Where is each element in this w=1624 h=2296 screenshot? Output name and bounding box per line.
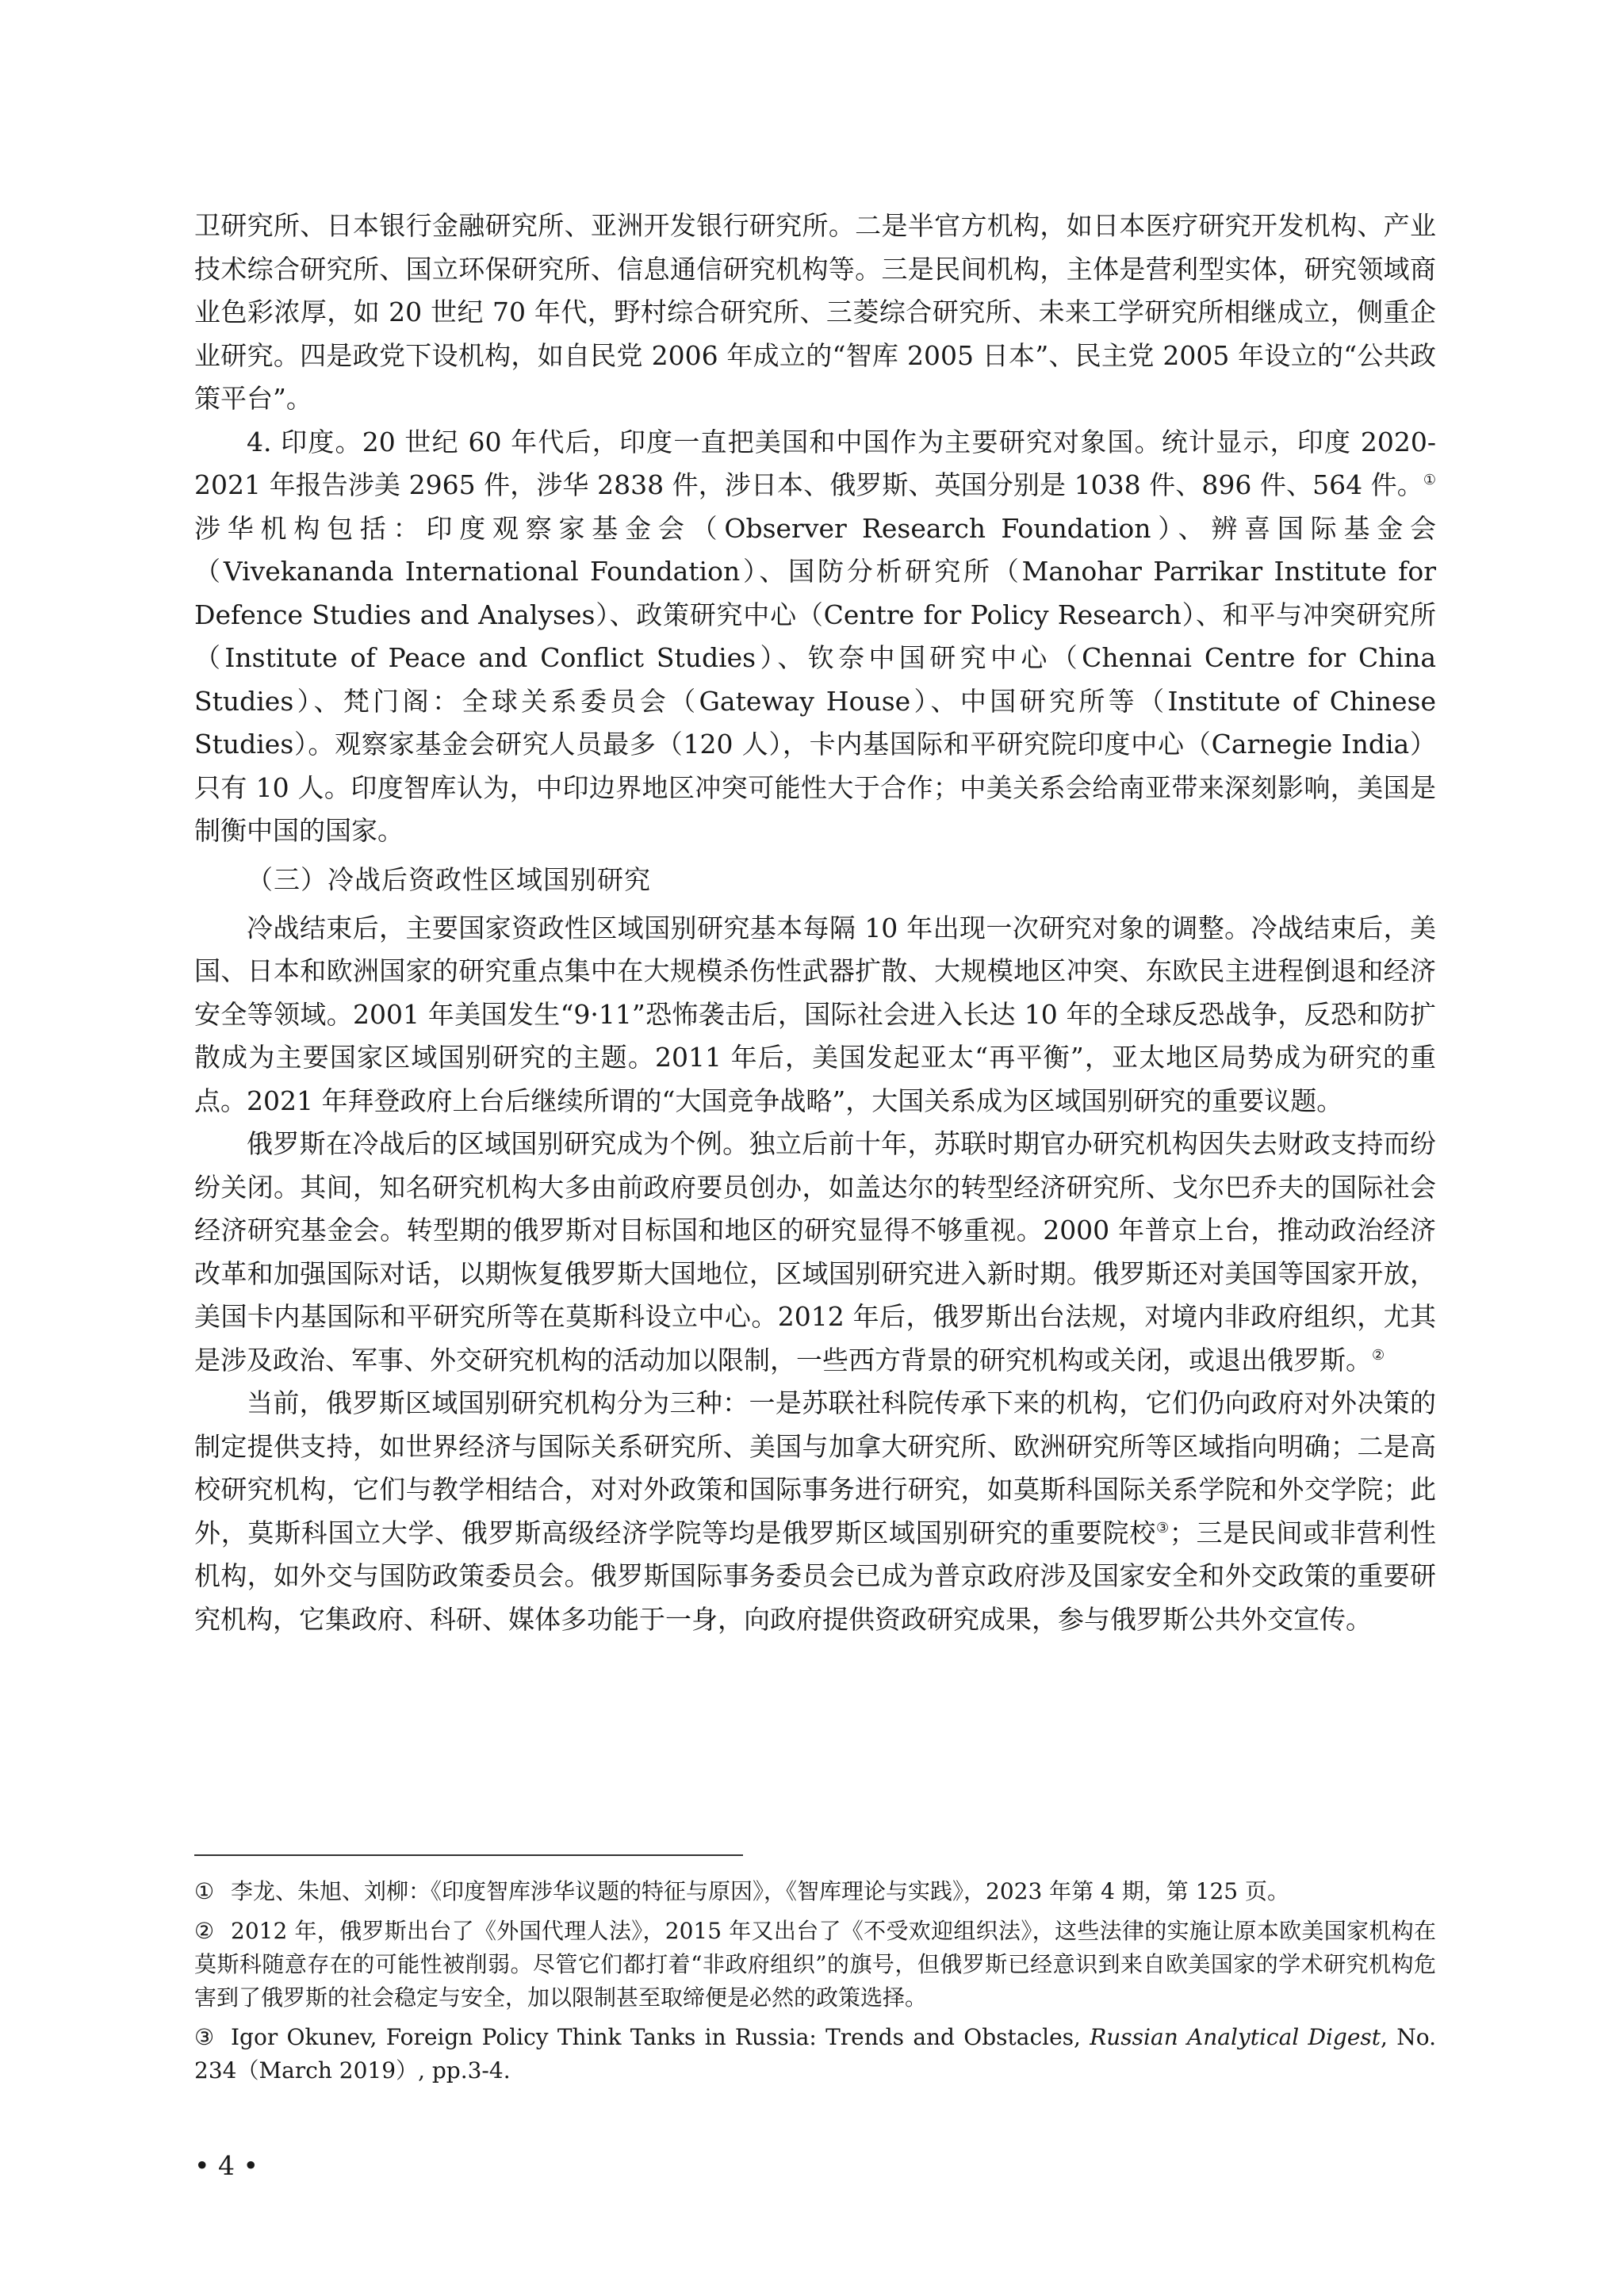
footnote-3-text-a: Igor Okunev, Foreign Policy Think Tanks in Russia: Trends and Obstacles, (231, 2024, 1090, 2050)
footnote-3-mark: ③ (194, 2024, 215, 2050)
footnote-ref-2[interactable]: ② (1372, 1346, 1385, 1364)
footnote-1 (194, 1875, 1436, 1908)
footnote-1-mark: ① (194, 1878, 215, 1904)
paragraph-russia-current-text-a: 当前，俄罗斯区域国别研究机构分为三种：一是苏联社科院传承下来的机构，它们仍向政府对外决策的制定提供支持，如世界经济与国际关系研究所、美国与加拿大研究所、欧洲研究所等区域指向明确；二是高校研究机构，它们与教学相结合，对对外政策和国际事务进行研究，如莫斯科国际关系学院和外交学院；此外，莫斯科国立大学、俄罗斯高级经济学院等均是俄罗斯区域国别研究的重要院校 (194, 1387, 1436, 1548)
footnote-1-text: 李龙、朱旭、刘柳：《印度智库涉华议题的特征与原因》，《智库理论与实践》，2023 年第 4 期，第 125 页。 (231, 1878, 1290, 1904)
document-body (194, 205, 1436, 1641)
paragraph-russia-current (194, 1382, 1436, 1641)
footnote-3-text (194, 2024, 1436, 2084)
footnote-2-mark: ② (194, 1918, 215, 1944)
paragraph-russia-current-text-b: ；三是民间或非营利性机构，如外交与国防政策委员会。俄罗斯国际事务委员会已成为普京政府涉及国家安全和外交政策的重要研究机构，它集政府、科研、媒体多功能于一身，向政府提供资政研究成果，参与俄罗斯公共外交宣传。 (194, 1517, 1437, 1635)
footnote-2-text: 2012 年，俄罗斯出台了《外国代理人法》，2015 年又出台了《不受欢迎组织法》，这些法律的实施让原本欧美国家机构在莫斯科随意存在的可能性被削弱。尽管它们都打着“非政府组织”的旗号，但俄罗斯已经意识到来自欧美国家的学术研究机构危害到了俄罗斯的社会稳定与安全，加以限制甚至取缔便是必然的政策选择。 (194, 1918, 1436, 2011)
page-number: • 4 • (194, 2150, 259, 2181)
footnote-3-journal: Russian Analytical Digest (1090, 2024, 1381, 2050)
footnote-ref-3[interactable]: ③ (1155, 1519, 1170, 1536)
paragraph-russia-history-text: 俄罗斯在冷战后的区域国别研究成为个例。独立后前十年，苏联时期官办研究机构因失去财政支持而纷纷关闭。其间，知名研究机构大多由前政府要员创办，如盖达尔的转型经济研究所、戈尔巴乔夫的国际社会经济研究基金会。转型期的俄罗斯对目标国和地区的研究显得不够重视。2000 年普京上台，推动政治经济改革和加强国际对话，以期恢复俄罗斯大国地位，区域国别研究进入新时期。俄罗斯还对美国等国家开放，美国卡内基国际和平研究所等在莫斯科设立中心。2012 年后，俄罗斯出台法规，对境内非政府组织，尤其是涉及政治、军事、外交研究机构的活动加以限制，一些西方背景的研究机构或关闭，或退出俄罗斯。 (194, 1128, 1436, 1376)
paragraph-india-text-a: 4. 印度。20 世纪 60 年代后，印度一直把美国和中国作为主要研究对象国。统计显示，印度 2020-2021 年报告涉美 2965 件，涉华 2838 件，涉日本、俄罗斯、英国分别是 1038 件、896 件、564 件。 (194, 426, 1436, 500)
section-heading: （三）冷战后资政性区域国别研究 (247, 863, 651, 895)
paragraph-russia-history (194, 1123, 1436, 1382)
paragraph-india-text-b: 涉华机构包括：印度观察家基金会（Observer Research Foundation）、辨喜国际基金会（Vivekananda International Foundation）、国防分析研究所（Manohar Parrikar Institute for Defence Studies and Analyses）、政策研究中心（Centre for Policy Research）、和平与冲突研究所（Institute of Peace and Conflict Studies）、钦奈中国研究中心（Chennai Centre for China Studies）、梵门阁：全球关系委员会（Gateway House）、中国研究所等（Institute of Chinese Studies）。观察家基金会研究人员最多（120 人），卡内基国际和平研究院印度中心（Carnegie India）只有 10 人。印度智库认为，中印边界地区冲突可能性大于合作；中美关系会给南亚带来深刻影响，美国是制衡中国的国家。 (194, 512, 1436, 846)
footnotes (194, 1854, 1436, 2094)
footnote-3-text-b: , No. 234（March 2019）, pp.3-4. (194, 2024, 1436, 2084)
paragraph-post-cold-war: 冷战结束后，主要国家资政性区域国别研究基本每隔 10 年出现一次研究对象的调整。冷战结束后，美国、日本和欧洲国家的研究重点集中在大规模杀伤性武器扩散、大规模地区冲突、东欧民主进程倒退和经济安全等领域。2001 年美国发生“9·11”恐怖袭击后，国际社会进入长达 10 年的全球反恐战争，反恐和防扩散成为主要国家区域国别研究的主题。2011 年后，美国发起亚太“再平衡”，亚太地区局势成为研究的重点。2021 年拜登政府上台后继续所谓的“大国竞争战略”，大国关系成为区域国别研究的重要议题。 (194, 912, 1436, 1116)
paragraph-japan-continued: 卫研究所、日本银行金融研究所、亚洲开发银行研究所。二是半官方机构，如日本医疗研究开发机构、产业技术综合研究所、国立环保研究所、信息通信研究机构等。三是民间机构，主体是营利型实体，研究领域商业色彩浓厚，如 20 世纪 70 年代，野村综合研究所、三菱综合研究所、未来工学研究所相继成立，侧重企业研究。四是政党下设机构，如自民党 2006 年成立的“智库 2005 日本”、民主党 2005 年设立的“公共政策平台”。 (194, 210, 1436, 414)
footnote-divider (194, 1854, 743, 1856)
footnote-ref-1[interactable]: ① (1423, 472, 1436, 488)
footnote-3 (194, 2021, 1436, 2087)
paragraph-india (194, 421, 1436, 853)
footnote-2 (194, 1915, 1436, 2015)
